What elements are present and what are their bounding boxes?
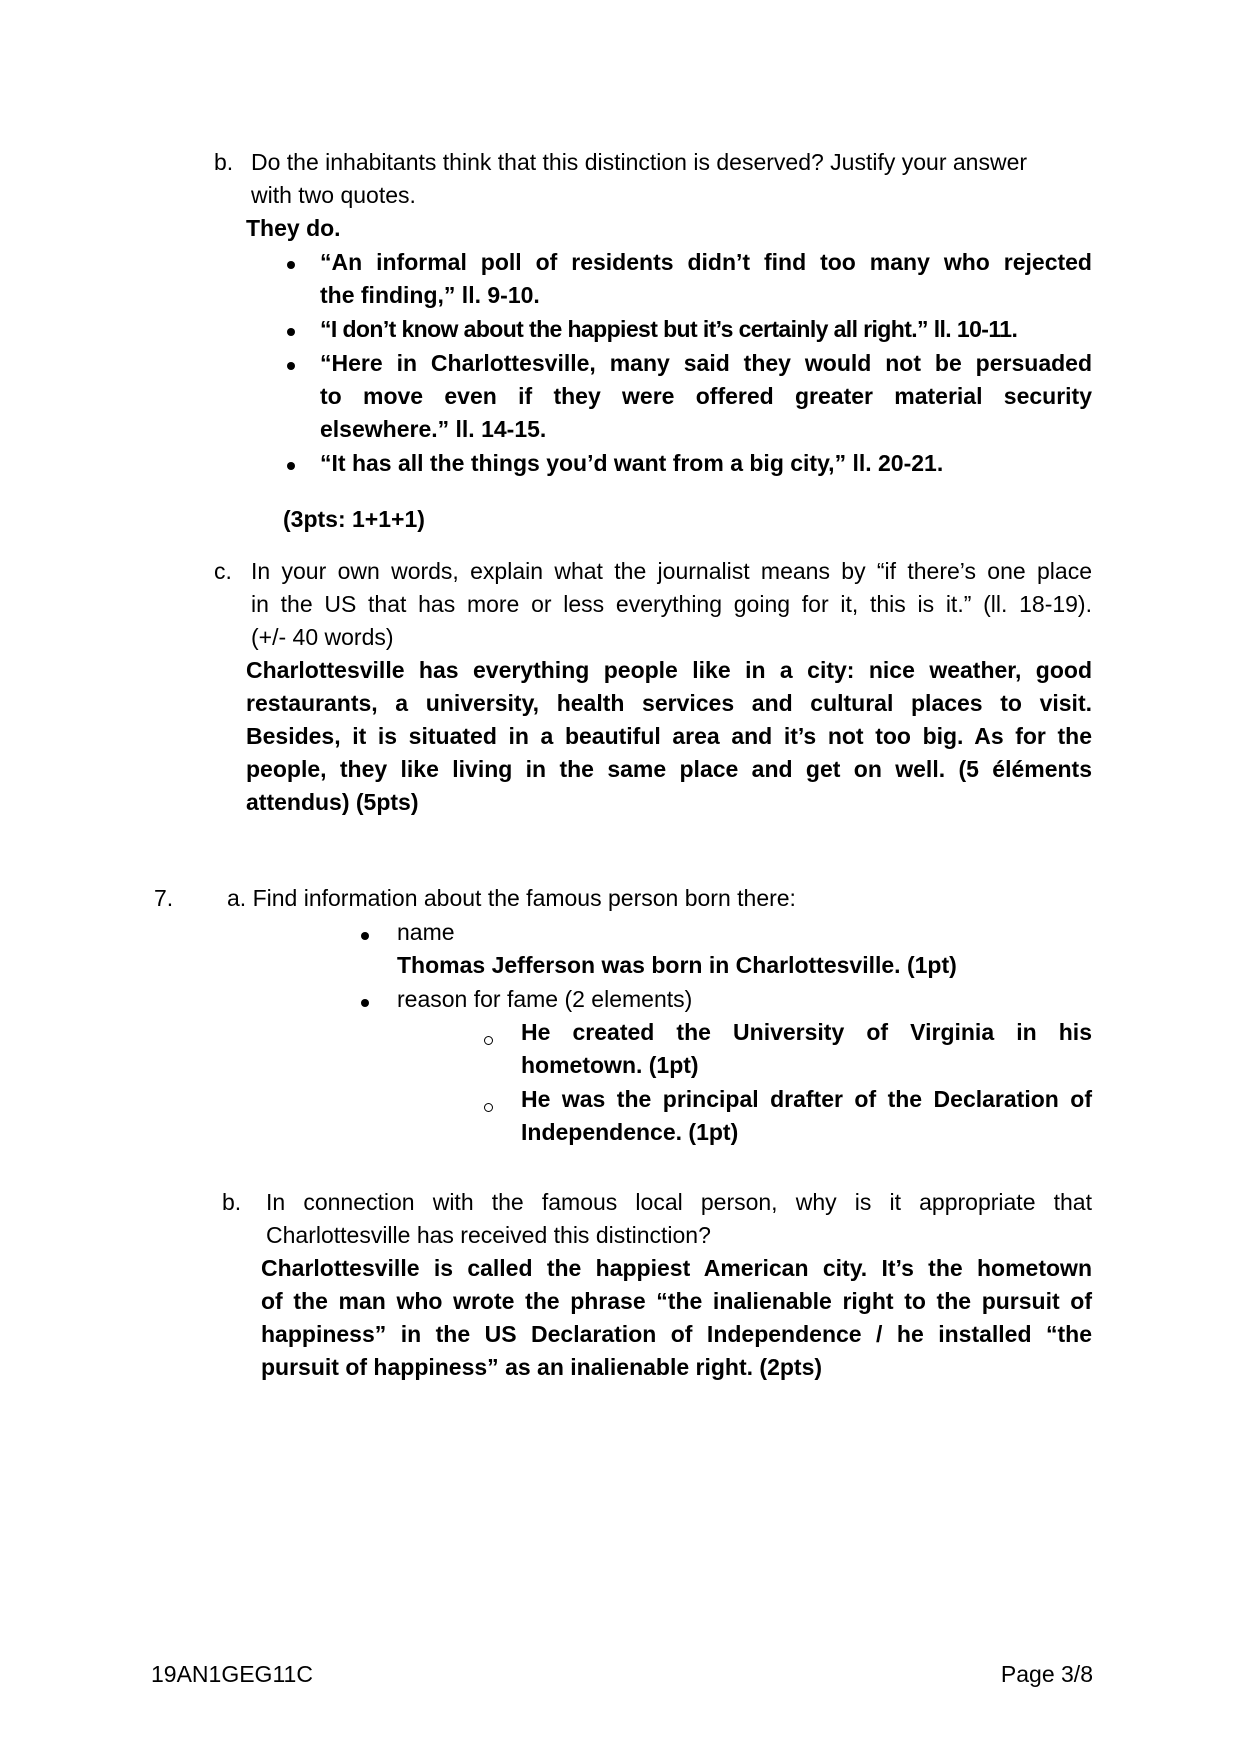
q6b-prompt-line2: with two quotes. <box>251 182 416 208</box>
q6b-answer: They do. <box>246 215 341 241</box>
q7b-prompt-line2: Charlottesville has received this distinction? <box>266 1222 711 1248</box>
quote-3-line2: to move even if they were offered greater material security <box>320 383 1092 409</box>
quote-3-line3: elsewhere.” ll. 14-15. <box>320 416 547 442</box>
bullet-icon <box>287 261 295 269</box>
q7b-answer-line2: of the man who wrote the phrase “the inalienable right to the pursuit of <box>261 1288 1092 1314</box>
footer-code: 19AN1GEG11C <box>151 1661 313 1687</box>
quote-1-line2: the finding,” ll. 9-10. <box>320 282 540 308</box>
q7a-fame1-line2: hometown. (1pt) <box>521 1052 699 1078</box>
q7a-fame2-line2: Independence. (1pt) <box>521 1119 739 1145</box>
q7a-item-name: name <box>397 919 455 945</box>
circle-bullet-icon <box>484 1036 493 1045</box>
q6c-prompt-line1: In your own words, explain what the journalist means by “if there’s one place <box>251 558 1092 584</box>
q7b-marker: b. <box>222 1189 242 1215</box>
q7a-item-fame: reason for fame (2 elements) <box>397 986 693 1012</box>
q6c-answer-line4: people, they like living in the same place and get on well. (5 éléments <box>246 756 1092 782</box>
quote-4: “It has all the things you’d want from a big city,” ll. 20-21. <box>320 450 944 476</box>
q6b-prompt-line1: Do the inhabitants think that this distinction is deserved? Justify your answer <box>251 149 1028 175</box>
q6c-answer-line5: attendus) (5pts) <box>246 789 419 815</box>
bullet-icon <box>287 328 295 336</box>
bullet-icon <box>287 462 295 470</box>
q6c-answer-line1: Charlottesville has everything people like in a city: nice weather, good <box>246 657 1092 683</box>
q7-number: 7. <box>154 885 174 911</box>
quote-2: “I don’t know about the happiest but it’s certainly all right.” ll. 10-11. <box>320 316 1018 342</box>
bullet-icon <box>361 999 369 1007</box>
footer-page-number: Page 3/8 <box>1000 1661 1093 1687</box>
bullet-icon <box>287 362 295 370</box>
q7b-answer-line4: pursuit of happiness” as an inalienable right. (2pts) <box>261 1354 823 1380</box>
circle-bullet-icon <box>484 1103 493 1112</box>
q6b-marker: b. <box>214 149 234 175</box>
q7b-answer-line1: Charlottesville is called the happiest American city. It’s the hometown <box>261 1255 1092 1281</box>
q7a-name-answer: Thomas Jefferson was born in Charlottesville. (1pt) <box>397 952 957 978</box>
q6c-answer-line3: Besides, it is situated in a beautiful area and it’s not too big. As for the <box>246 723 1092 749</box>
bullet-icon <box>361 932 369 940</box>
q7b-answer-line3: happiness” in the US Declaration of Independence / he installed “the <box>261 1321 1092 1347</box>
q6c-answer-line2: restaurants, a university, health services and cultural places to visit. <box>246 690 1092 716</box>
q7a-fame1-line1: He created the University of Virginia in his <box>521 1019 1092 1045</box>
q7b-prompt-line1: In connection with the famous local person, why is it appropriate that <box>266 1189 1092 1215</box>
q6c-prompt-line3: (+/- 40 words) <box>251 624 394 650</box>
q6b-points: (3pts: 1+1+1) <box>283 506 425 532</box>
quote-3-line1: “Here in Charlottesville, many said they would not be persuaded <box>320 350 1092 376</box>
q7a-prompt: a. Find information about the famous person born there: <box>227 885 796 911</box>
q6c-marker: c. <box>214 558 232 584</box>
quote-1-line1: “An informal poll of residents didn’t find too many who rejected <box>320 249 1092 275</box>
q7a-fame2-line1: He was the principal drafter of the Declaration of <box>521 1086 1092 1112</box>
q6c-prompt-line2: in the US that has more or less everything going for it, this is it.” (ll. 18-19). <box>251 591 1092 617</box>
